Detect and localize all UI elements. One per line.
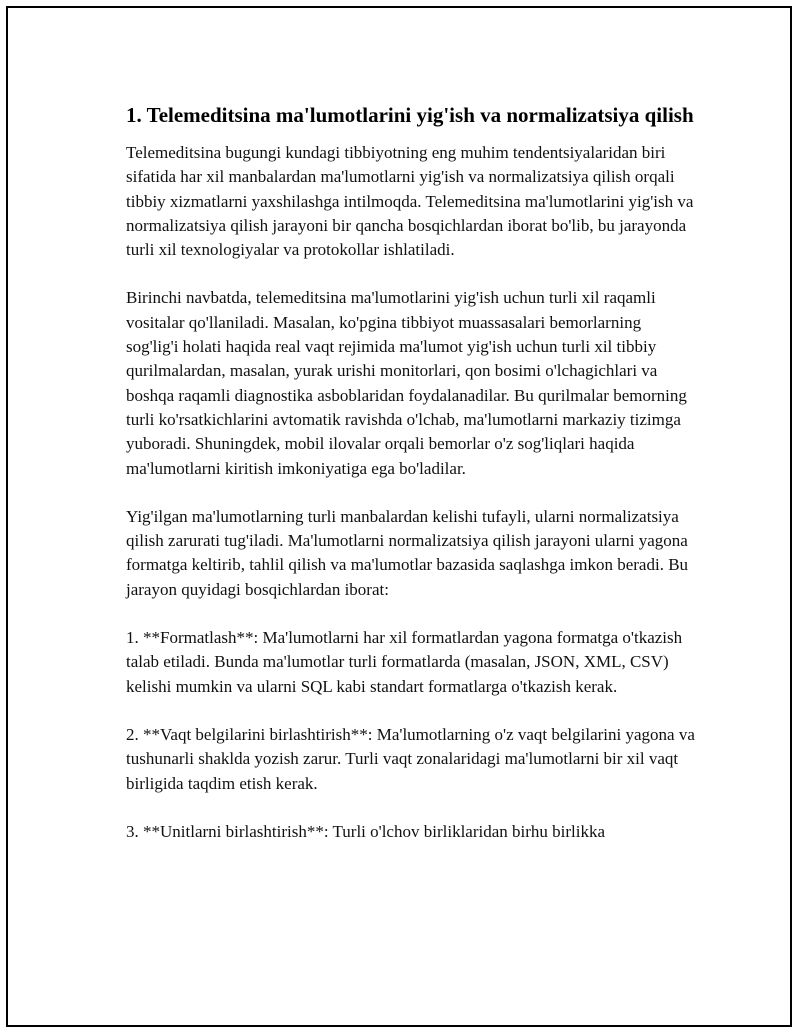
section-title: 1. Telemeditsina ma'lumotlarini yig'ish va normalizatsiya qilish xyxy=(126,103,694,127)
paragraph-normalization: Yig'ilgan ma'lumotlarning turli manbalardan kelishi tufayli, ularni normalizatsiya qilish zarurati tug'iladi. Ma'lumotlarni normalizatsiya qilish jarayoni ularni yagona formatga keltirib, tahlil qilish va ma'lumotlar bazasida saqlashga imkon beradi. Bu jarayon quyidagi bosqichlardan iborat: xyxy=(126,506,689,599)
document-body xyxy=(126,100,696,868)
list-item-units: 3. **Unitlarni birlashtirish**: Turli o'lchov birliklaridan birhu birlikka xyxy=(126,821,606,841)
page-frame xyxy=(6,6,792,1027)
paragraph-intro: Telemeditsina bugungi kundagi tibbiyotning eng muhim tendentsiyalaridan biri sifatida har xil manbalardan ma'lumotlarni yig'ish va normalizatsiya qilish orqali tibbiy xizmatlarni yaxshilashga intilmoqda. Telemeditsina ma'lumotlarini yig'ish va normalizatsiya qilish jarayoni bir qancha bosqichlardan iborat bo'lib, bu jarayonda turli xil texnologiyalar va protokollar ishlatiladi. xyxy=(126,143,694,260)
paragraph-data-collection: Birinchi navbatda, telemeditsina ma'lumotlarini yig'ish uchun turli xil raqamli vositalar qo'llaniladi. Masalan, ko'pgina tibbiyot muassasalari bemorlarning sog'lig'i holati haqida real vaqt rejimida ma'lumot yig'ish uchun turli xil tibbiy qurilmalardan, masalan, yurak urishi monitorlari, qon bosimi o'lchagichlari va boshqa raqamli diagnostika asboblaridan foydalanadilar. Bu qurilmalar bemorning turli ko'rsatkichlarini avtomatik ravishda o'lchab, ma'lumotlarni markaziy tizimga yuboradi. Shuningdek, mobil ilovalar orqali bemorlar o'z sog'liqlari haqida ma'lumotlarni kiritish imkoniyatiga ega bo'ladilar. xyxy=(126,288,687,478)
list-item-formatting: 1. **Formatlash**: Ma'lumotlarni har xil formatlardan yagona formatga o'tkazish talab etiladi. Bunda ma'lumotlar turli formatlarda (masalan, JSON, XML, CSV) kelishi mumkin va ularni SQL kabi standart formatlarga o'tkazish kerak. xyxy=(126,628,683,696)
list-item-timestamps: 2. **Vaqt belgilarini birlashtirish**: Ma'lumotlarning o'z vaqt belgilarini yagona va tushunarli shaklda yozish zarur. Turli vaqt zonalaridagi ma'lumotlarni bir xil vaqt birligida taqdim etish kerak. xyxy=(126,724,695,793)
